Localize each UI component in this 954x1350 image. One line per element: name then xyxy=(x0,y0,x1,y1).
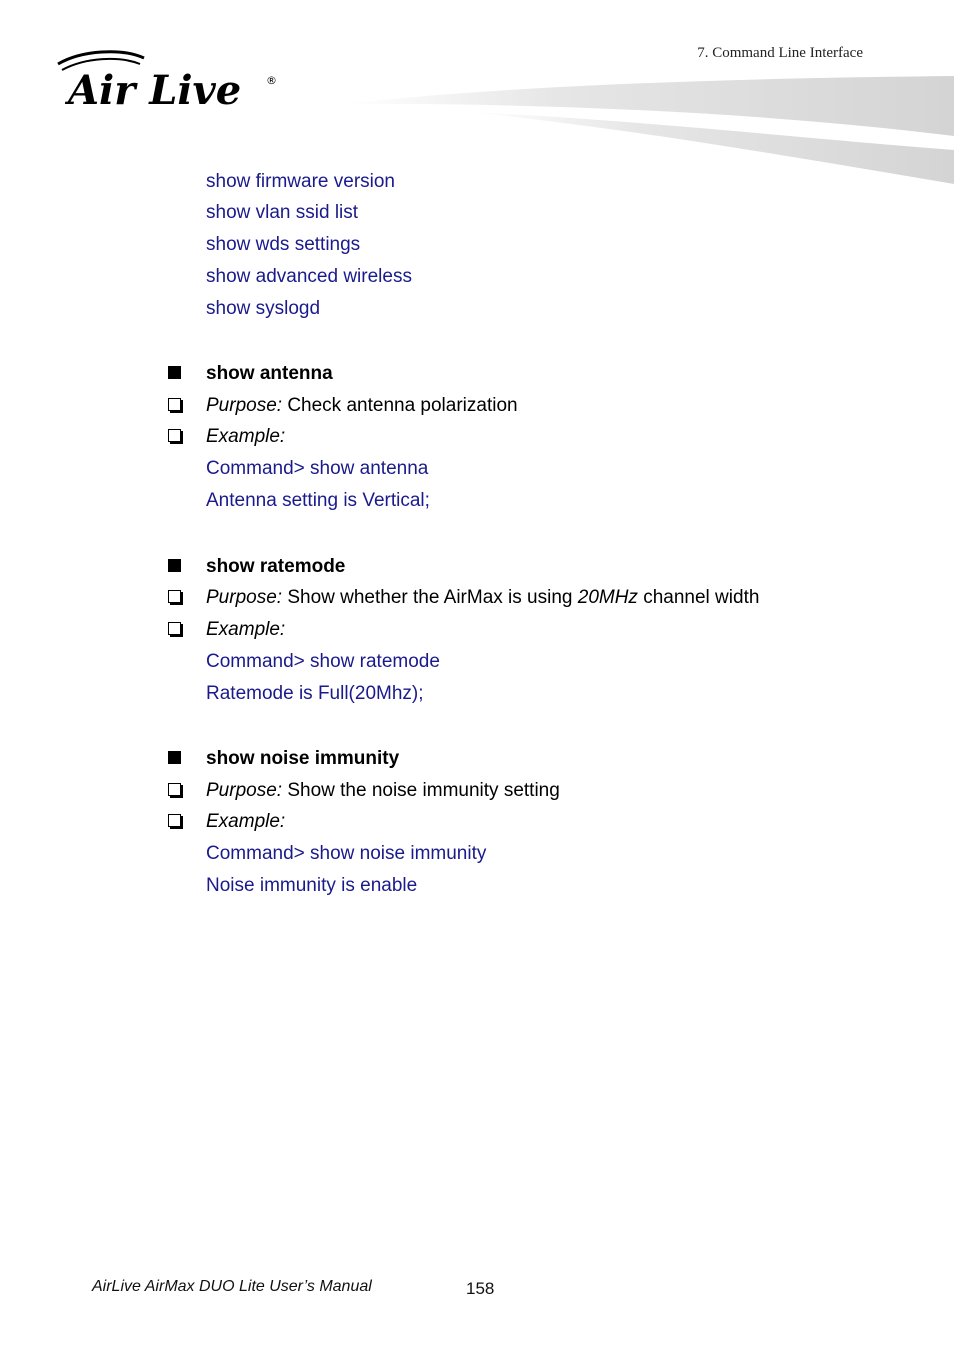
checkbox-bullet-icon xyxy=(168,590,181,603)
section-title: show noise immunity xyxy=(206,748,400,769)
svg-text:Air Live: Air Live xyxy=(68,67,242,112)
purpose-line: Purpose: Show the noise immunity setting xyxy=(206,780,560,801)
example-command: Command> show antenna xyxy=(206,458,429,479)
footer-manual-title: AirLive AirMax DUO Lite User’s Manual xyxy=(92,1278,372,1295)
command-line: show wds settings xyxy=(206,234,361,255)
chapter-title: 7. Command Line Interface xyxy=(697,45,863,61)
command-line: show vlan ssid list xyxy=(206,202,359,223)
airlive-logo xyxy=(52,46,282,112)
purpose-line: Purpose: Show whether the AirMax is using 20MHz channel width xyxy=(206,587,760,608)
section-title: show ratemode xyxy=(206,556,346,577)
example-label: Example: xyxy=(206,811,286,832)
command-line: show firmware version xyxy=(206,171,395,192)
purpose-line: Purpose: Check antenna polarization xyxy=(206,395,518,416)
example-label: Example: xyxy=(206,619,286,640)
command-line: show advanced wireless xyxy=(206,266,412,287)
checkbox-bullet-icon xyxy=(168,814,181,827)
checkbox-bullet-icon xyxy=(168,429,181,442)
example-output: Antenna setting is Vertical; xyxy=(206,490,430,511)
example-command: Command> show noise immunity xyxy=(206,843,487,864)
example-command: Command> show ratemode xyxy=(206,651,440,672)
checkbox-bullet-icon xyxy=(168,398,181,411)
svg-text:®: ® xyxy=(266,74,277,87)
section-bullet-filled xyxy=(168,366,181,379)
section-bullet-filled xyxy=(168,559,181,572)
page-number: 158 xyxy=(466,1279,495,1298)
section-title: show antenna xyxy=(206,363,333,384)
section-bullet-filled xyxy=(168,751,181,764)
example-output: Ratemode is Full(20Mhz); xyxy=(206,683,424,704)
checkbox-bullet-icon xyxy=(168,783,181,796)
example-label: Example: xyxy=(206,426,286,447)
example-output: Noise immunity is enable xyxy=(206,875,418,896)
checkbox-bullet-icon xyxy=(168,622,181,635)
command-line: show syslogd xyxy=(206,298,321,319)
